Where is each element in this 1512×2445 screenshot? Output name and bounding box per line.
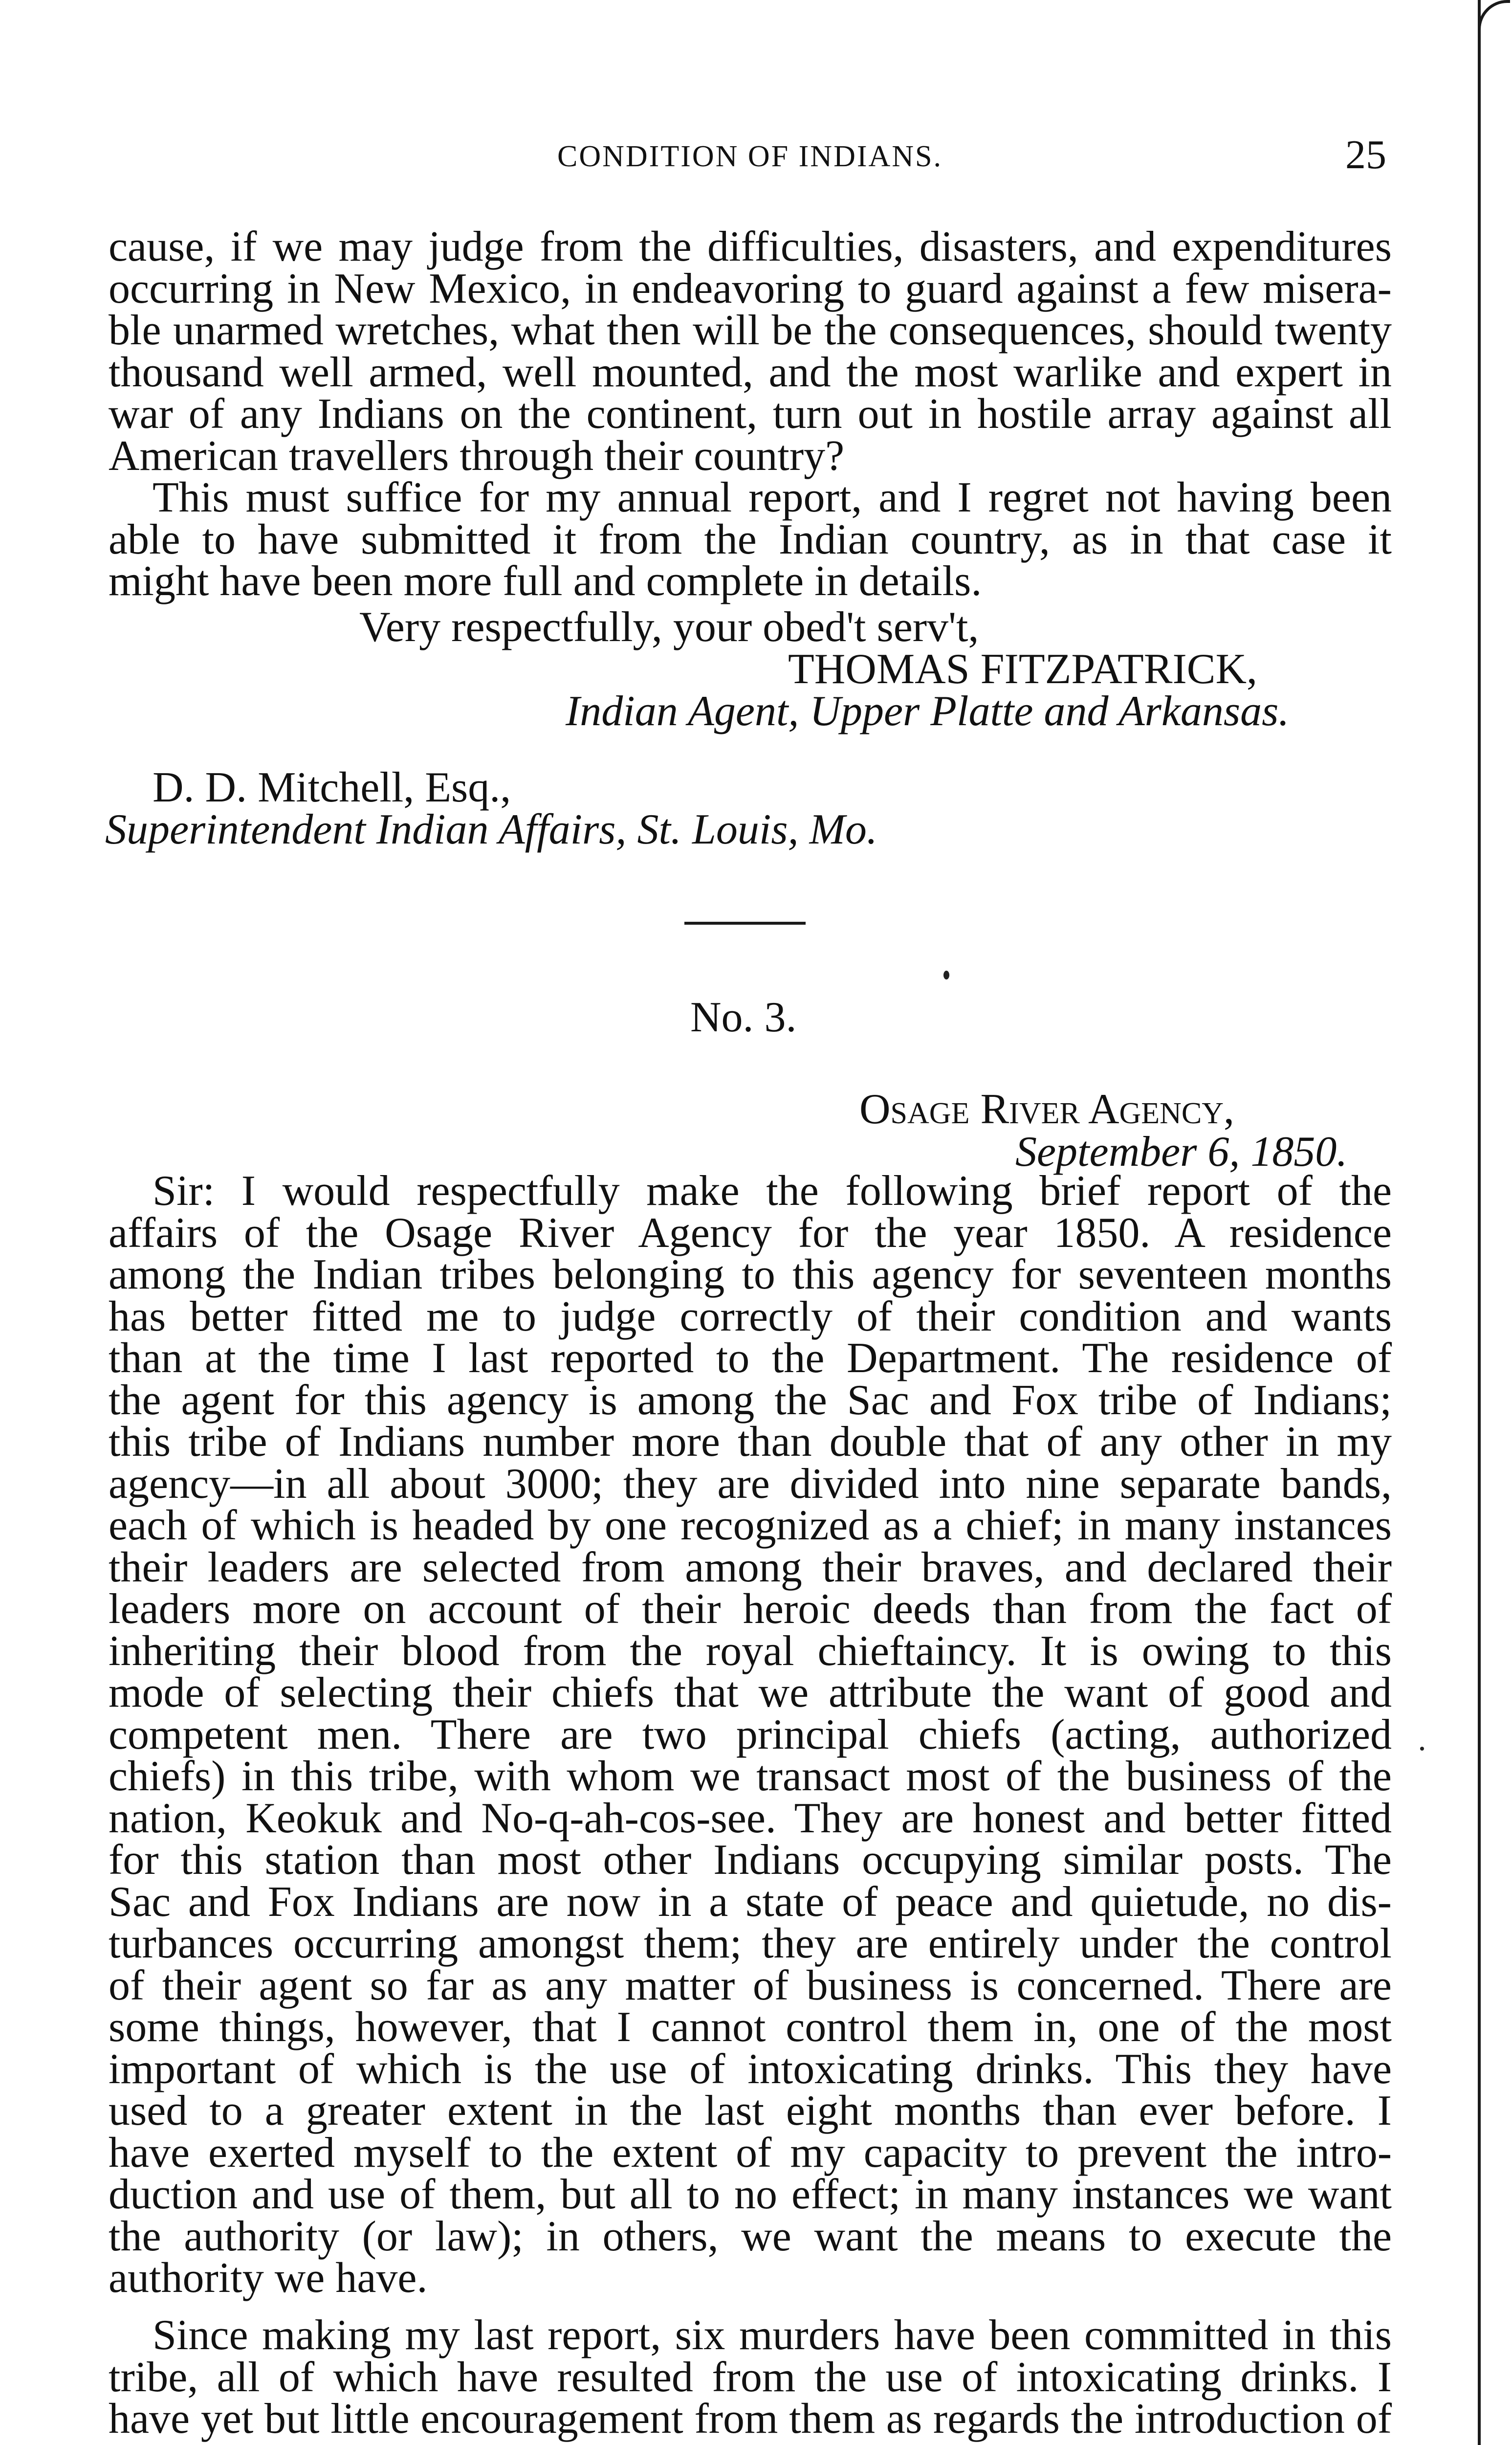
text-line: each of which is headed by one recognized as a chief; in many instances	[109, 1502, 1392, 1549]
page-number: 25	[1345, 132, 1386, 178]
text-line: chiefs) in this tribe, with whom we transact most of the business of the	[109, 1753, 1392, 1800]
paragraph-closing	[109, 474, 1392, 605]
dateline-date-text: September 6, 1850.	[1015, 1128, 1348, 1176]
text-line: occurring in New Mexico, in endeavoring to guard against a few misera-	[109, 265, 1392, 312]
section-rule	[684, 922, 806, 925]
paragraph-murders	[109, 2312, 1392, 2443]
signature-title: Indian Agent, Upper Platte and Arkansas.	[566, 688, 1290, 735]
text-line: Sir: I would respectfully make the following brief report of the	[153, 1167, 1392, 1215]
text-line: American travellers through their country?	[109, 432, 845, 480]
text-line: thousand well armed, well mounted, and the most warlike and expert in	[109, 348, 1392, 396]
text-line: duction and use of them, but all to no effect; in many instances we want	[109, 2171, 1392, 2218]
text-line: able to have submitted it from the Indian country, as in that case it	[109, 515, 1392, 563]
text-line: this tribe of Indians number more than double that of any other in my	[109, 1418, 1392, 1466]
ink-speck	[943, 971, 949, 979]
text-line: leaders more on account of their heroic deeds than from the fact of	[109, 1585, 1392, 1633]
text-line: the agent for this agency is among the Sac and Fox tribe of Indians;	[109, 1376, 1392, 1424]
text-line: nation, Keokuk and No-q-ah-cos-see. They are honest and better fitted	[109, 1794, 1392, 1842]
addressee-title: Superintendent Indian Affairs, St. Louis, Mo.	[105, 806, 877, 853]
ink-speck	[1420, 1747, 1424, 1751]
text-line: than at the time I last reported to the Department. The residence of	[109, 1334, 1392, 1382]
addressee-name: D. D. Mitchell, Esq.,	[153, 764, 511, 811]
signature-closing: Very respectfully, your obed't serv't,	[359, 603, 979, 651]
text-line: important of which is the use of intoxicating drinks. This they have	[109, 2045, 1392, 2093]
text-line: turbances occurring amongst them; they are entirely under the control	[109, 1920, 1392, 1967]
text-line: has better fitted me to judge correctly of their condition and wants	[109, 1292, 1392, 1340]
text-line: tribe, all of which have resulted from the use of intoxicating drinks. I	[109, 2353, 1392, 2401]
text-line: affairs of the Osage River Agency for the year 1850. A residence	[109, 1209, 1392, 1257]
text-line: competent men. There are two principal chiefs (acting, authorized	[109, 1711, 1392, 1758]
text-line: their leaders are selected from among their braves, and declared their	[109, 1543, 1392, 1591]
text-line: ble unarmed wretches, what then will be the consequences, should twenty	[109, 307, 1392, 354]
text-line: cause, if we may judge from the difficulties, disasters, and expenditures	[109, 223, 1392, 270]
paragraph-continuation	[109, 223, 1392, 480]
paragraph-report	[109, 1167, 1392, 2302]
text-line: among the Indian tribes belonging to this agency for seventeen months	[109, 1251, 1392, 1298]
text-line: might have been more full and complete in details.	[109, 557, 982, 605]
text-line: some things, however, that I cannot control them in, one of the most	[109, 2003, 1392, 2051]
page-edge	[1478, 0, 1512, 2445]
text-line: have yet but little encouragement from them as regards the introduction of	[109, 2395, 1392, 2443]
text-line: Sac and Fox Indians are now in a state of peace and quietude, no dis-	[109, 1878, 1392, 1926]
text-line: the authority (or law); in others, we want the means to execute the	[109, 2212, 1392, 2260]
dateline-place: Osage River Agency,	[859, 1086, 1235, 1133]
running-head: CONDITION OF INDIANS.	[557, 140, 943, 173]
text-line: of their agent so far as any matter of business is concerned. There are	[109, 1961, 1392, 2009]
text-line: have exerted myself to the extent of my capacity to prevent the intro-	[109, 2129, 1392, 2177]
text-line: inheriting their blood from the royal chieftaincy. It is owing to this	[109, 1627, 1392, 1675]
text-line: agency—in all about 3000; they are divided into nine separate bands,	[109, 1460, 1392, 1508]
text-line: mode of selecting their chiefs that we attribute the want of good and	[109, 1669, 1392, 1716]
text-line: for this station than most other Indians occupying similar posts. The	[109, 1836, 1392, 1884]
text-line: This must suffice for my annual report, and I regret not having been	[153, 474, 1392, 521]
text-line: Since making my last report, six murders have been committed in this	[153, 2312, 1392, 2359]
text-line: authority we have.	[109, 2254, 428, 2302]
text-line: used to a greater extent in the last eight months than ever before. I	[109, 2087, 1392, 2134]
text-line: war of any Indians on the continent, turn out in hostile array against all	[109, 390, 1392, 438]
document-number: No. 3.	[690, 994, 797, 1041]
signature-name: THOMAS FITZPATRICK,	[788, 645, 1258, 693]
